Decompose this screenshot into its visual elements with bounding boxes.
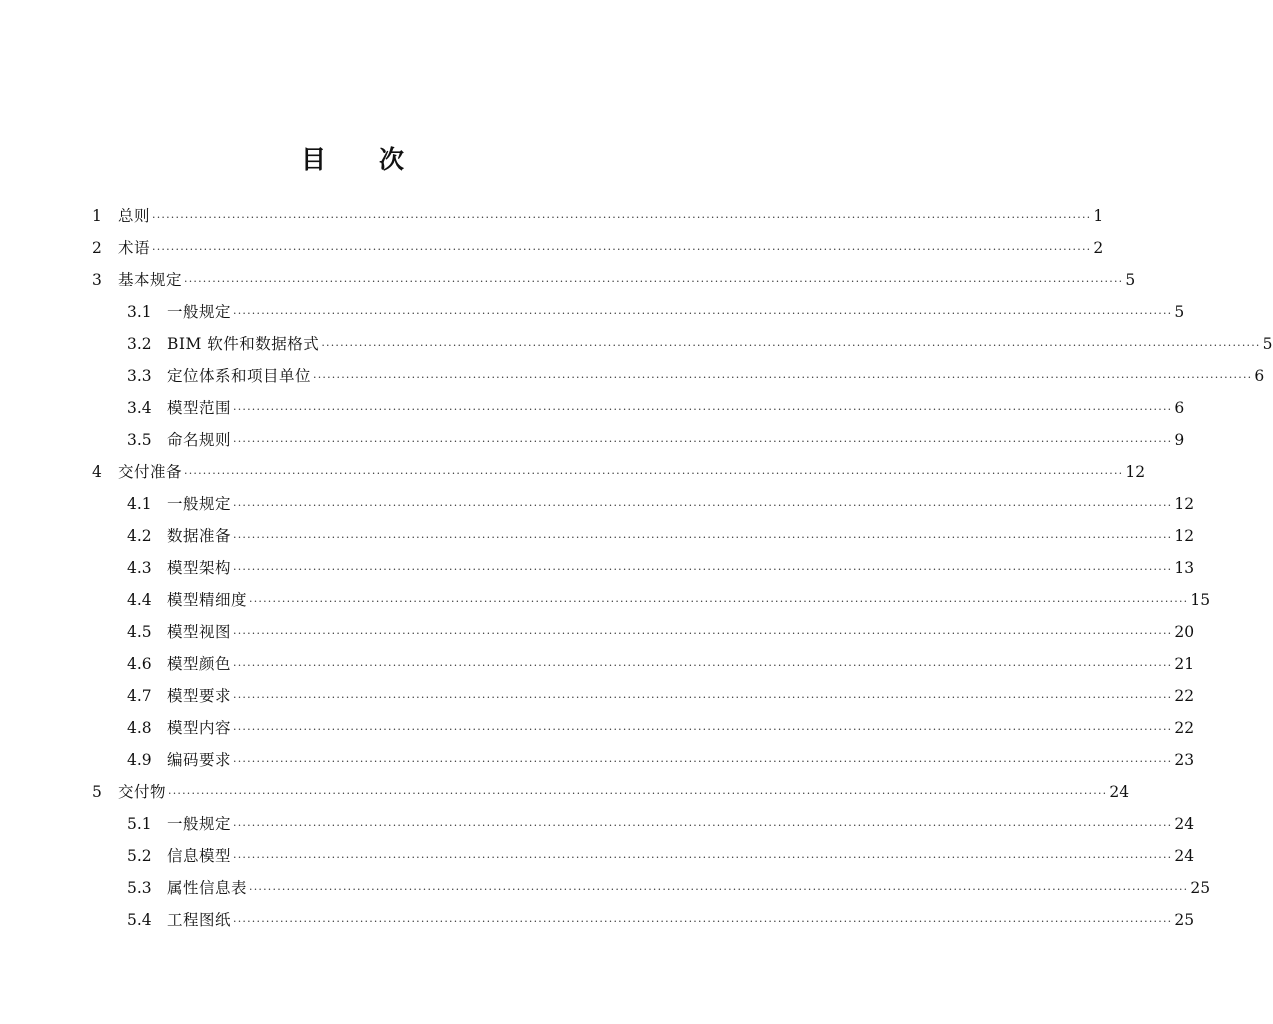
toc-entry-label: 模型内容	[167, 719, 232, 737]
dot-leader: ········································································································································································································	[152, 243, 1092, 256]
toc-entry-number: 4.1	[127, 495, 152, 513]
toc-entry[interactable]	[127, 392, 1185, 424]
toc-entry-label: 编码要求	[167, 751, 232, 769]
toc-entry-number: 4.8	[127, 719, 152, 737]
toc-entry-number: 3.4	[127, 399, 152, 417]
toc-entry-page: 5	[1262, 335, 1273, 353]
toc-entry[interactable]	[92, 776, 1130, 808]
toc-entry-number: 5	[92, 783, 102, 801]
dot-leader: ········································································································································································································	[249, 883, 1189, 896]
toc-entry-page: 23	[1174, 751, 1195, 769]
toc-entry[interactable]	[127, 424, 1185, 456]
toc-entry-page: 2	[1093, 239, 1104, 257]
toc-entry[interactable]	[92, 456, 1146, 488]
toc-entry-label: 模型架构	[167, 559, 232, 577]
toc-entry-page: 24	[1109, 783, 1130, 801]
toc-entry-number: 4.5	[127, 623, 152, 641]
toc-entry[interactable]	[92, 232, 1104, 264]
toc-entry-page: 22	[1174, 687, 1195, 705]
dot-leader: ········································································································································································································	[313, 371, 1253, 384]
toc-entry-number: 4.7	[127, 687, 152, 705]
dot-leader: ········································································································································································································	[249, 595, 1189, 608]
toc-entry-number: 4.3	[127, 559, 152, 577]
toc-entry-page: 12	[1125, 463, 1146, 481]
toc-entry-number: 5.4	[127, 911, 152, 929]
toc-entry-label: 术语	[118, 239, 151, 257]
toc-entry-page: 12	[1174, 495, 1195, 513]
toc-entry-label: 工程图纸	[167, 911, 232, 929]
toc-entry-number: 2	[92, 239, 102, 257]
toc-entry-label: BIM 软件和数据格式	[167, 335, 320, 353]
dot-leader: ········································································································································································································	[233, 403, 1173, 416]
toc-entry-number: 5.3	[127, 879, 152, 897]
toc-entry-label: 模型视图	[167, 623, 232, 641]
title-char-2: 次	[379, 145, 406, 174]
toc-entry-label: 总则	[118, 207, 151, 225]
toc-entry-page: 5	[1174, 303, 1185, 321]
toc-entry[interactable]	[127, 904, 1195, 936]
toc-entry-label: 定位体系和项目单位	[167, 367, 312, 385]
dot-leader: ········································································································································································································	[233, 691, 1173, 704]
dot-leader: ········································································································································································································	[233, 819, 1173, 832]
toc-entry-page: 24	[1174, 815, 1195, 833]
dot-leader: ········································································································································································································	[233, 915, 1173, 928]
toc-entry-page: 5	[1125, 271, 1136, 289]
toc-entry-page: 24	[1174, 847, 1195, 865]
toc-entry-label: 模型颜色	[167, 655, 232, 673]
toc-entry-number: 5.2	[127, 847, 152, 865]
toc-entry[interactable]	[127, 296, 1185, 328]
toc-entry-label: 交付物	[118, 783, 167, 801]
toc-entry[interactable]	[127, 552, 1195, 584]
toc-entry-number: 3.5	[127, 431, 152, 449]
toc-entry-number: 3.3	[127, 367, 152, 385]
toc-entry-page: 6	[1174, 399, 1185, 417]
toc-entry[interactable]	[127, 680, 1195, 712]
dot-leader: ········································································································································································································	[233, 531, 1173, 544]
dot-leader: ········································································································································································································	[233, 851, 1173, 864]
toc-entry[interactable]	[127, 744, 1195, 776]
toc-entry-page: 1	[1093, 207, 1104, 225]
dot-leader: ········································································································································································································	[233, 659, 1173, 672]
dot-leader: ········································································································································································································	[233, 755, 1173, 768]
toc-entry-number: 1	[92, 207, 102, 225]
toc-entry-page: 22	[1174, 719, 1195, 737]
toc-entry-number: 4.2	[127, 527, 152, 545]
dot-leader: ········································································································································································································	[152, 211, 1092, 224]
toc-entry[interactable]	[127, 584, 1211, 616]
toc-entry[interactable]	[127, 712, 1195, 744]
dot-leader: ········································································································································································································	[233, 627, 1173, 640]
toc-entry-label: 模型要求	[167, 687, 232, 705]
toc-entry-label: 一般规定	[167, 815, 232, 833]
toc-entry[interactable]	[127, 488, 1195, 520]
toc-entry-number: 3.1	[127, 303, 152, 321]
dot-leader: ········································································································································································································	[233, 563, 1173, 576]
dot-leader: ········································································································································································································	[321, 339, 1261, 352]
toc-entry-label: 属性信息表	[167, 879, 248, 897]
toc-entry-page: 25	[1190, 879, 1211, 897]
dot-leader: ········································································································································································································	[233, 723, 1173, 736]
toc-entry-label: 一般规定	[167, 303, 232, 321]
dot-leader: ········································································································································································································	[184, 467, 1124, 480]
toc-entry[interactable]	[127, 360, 1265, 392]
toc-entry[interactable]	[127, 808, 1195, 840]
toc-entry-number: 3	[92, 271, 102, 289]
toc-entry[interactable]	[127, 872, 1211, 904]
toc-entry-number: 5.1	[127, 815, 152, 833]
toc-entry-page: 20	[1174, 623, 1195, 641]
toc-entry-label: 模型精细度	[167, 591, 248, 609]
toc-entry-label: 命名规则	[167, 431, 232, 449]
toc-entry-page: 25	[1174, 911, 1195, 929]
dot-leader: ········································································································································································································	[168, 787, 1108, 800]
dot-leader: ········································································································································································································	[233, 435, 1173, 448]
toc-entry[interactable]	[92, 200, 1104, 232]
toc-entry[interactable]	[127, 616, 1195, 648]
toc-entry-number: 4.4	[127, 591, 152, 609]
toc-entry-page: 12	[1174, 527, 1195, 545]
toc-entry-number: 4.6	[127, 655, 152, 673]
toc-entry-label: 一般规定	[167, 495, 232, 513]
toc-entry-label: 基本规定	[118, 271, 183, 289]
toc-entry-page: 15	[1190, 591, 1211, 609]
toc-entry-label: 模型范围	[167, 399, 232, 417]
title-char-1: 目	[300, 145, 327, 174]
toc-entry[interactable]	[127, 520, 1195, 552]
toc-entry-page: 9	[1174, 431, 1185, 449]
toc-entry-page: 21	[1174, 655, 1195, 673]
toc-entry[interactable]	[127, 840, 1195, 872]
toc-entry-label: 数据准备	[167, 527, 232, 545]
toc-entry-page: 13	[1174, 559, 1195, 577]
dot-leader: ········································································································································································································	[233, 499, 1173, 512]
dot-leader: ········································································································································································································	[233, 307, 1173, 320]
toc-entry[interactable]	[127, 328, 1273, 360]
toc-entry-number: 4.9	[127, 751, 152, 769]
toc-entry-number: 3.2	[127, 335, 152, 353]
toc-entry-number: 4	[92, 463, 102, 481]
toc-entry-label: 信息模型	[167, 847, 232, 865]
toc-entry[interactable]	[92, 264, 1136, 296]
dot-leader: ········································································································································································································	[184, 275, 1124, 288]
toc-entry[interactable]	[127, 648, 1195, 680]
toc-entry-page: 6	[1254, 367, 1265, 385]
toc-entry-label: 交付准备	[118, 463, 183, 481]
page-title	[0, 140, 706, 176]
